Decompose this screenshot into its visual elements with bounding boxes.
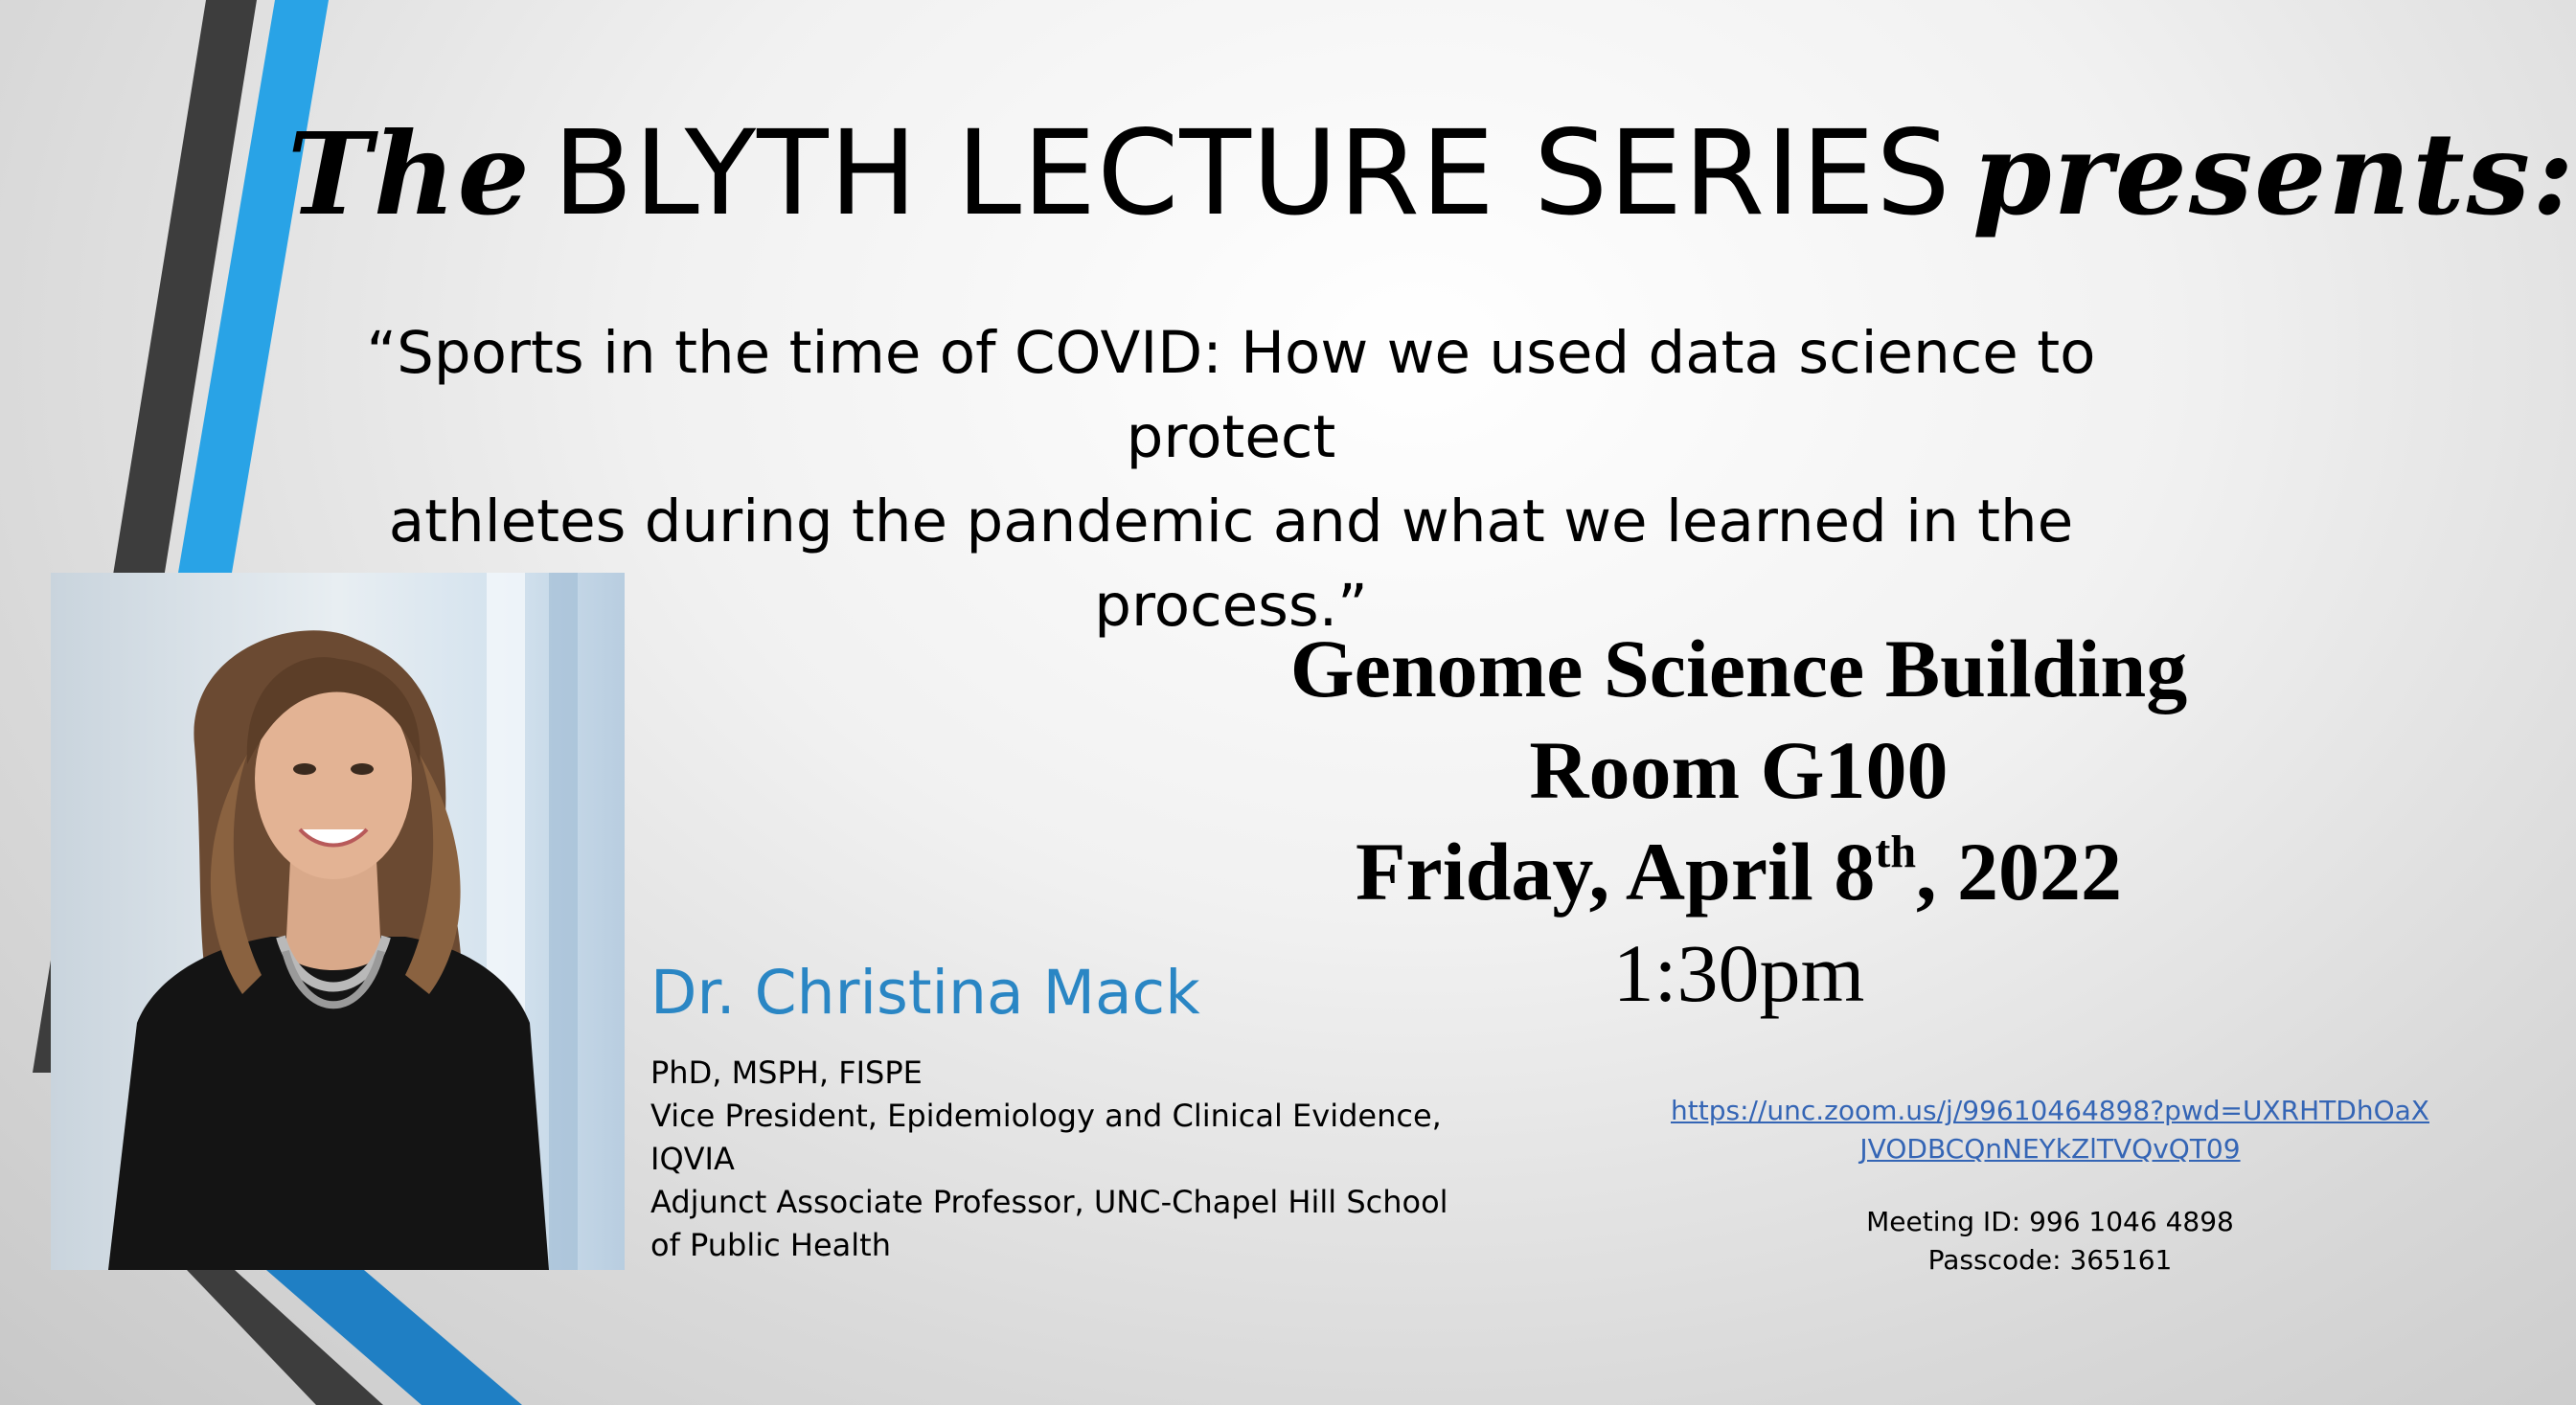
meeting-id: Meeting ID: 996 1046 4898 xyxy=(1866,1206,2234,1237)
title-prefix: The xyxy=(287,107,532,240)
event-date-year: , 2022 xyxy=(1916,826,2123,918)
speaker-credential-line: IQVIA xyxy=(650,1141,735,1177)
speaker-credential-line: of Public Health xyxy=(650,1227,891,1263)
event-date-ordinal: th xyxy=(1875,827,1917,877)
event-room: Room G100 xyxy=(1529,724,1949,816)
speaker-credential-line: Adjunct Associate Professor, UNC-Chapel Hill School xyxy=(650,1184,1448,1220)
event-details xyxy=(1178,618,2299,1024)
event-date-main: Friday, April 8 xyxy=(1355,826,1876,918)
talk-title-line: athletes during the pandemic and what we learned in the xyxy=(388,487,2074,555)
speaker-credentials xyxy=(650,1052,1448,1267)
series-title xyxy=(287,105,2576,278)
speaker-credential-line: PhD, MSPH, FISPE xyxy=(650,1054,923,1091)
event-building: Genome Science Building xyxy=(1289,623,2188,714)
talk-title-line: process.” xyxy=(1094,572,1368,640)
talk-title-line: “Sports in the time of COVID: How we used data science to protect xyxy=(366,319,2096,471)
zoom-info xyxy=(1648,1092,2452,1280)
speaker-name: Dr. Christina Mack xyxy=(650,958,1200,1028)
speaker-credential-line: Vice President, Epidemiology and Clinical Evidence, xyxy=(650,1098,1442,1134)
event-date xyxy=(1178,821,2299,922)
speaker-portrait-icon xyxy=(51,573,625,1270)
zoom-link[interactable] xyxy=(1648,1092,2452,1168)
title-suffix: presents: xyxy=(1972,107,2576,240)
meeting-passcode: Passcode: 365161 xyxy=(1927,1244,2173,1276)
event-time: 1:30pm xyxy=(1612,927,1865,1019)
zoom-link-line: https://unc.zoom.us/j/99610464898?pwd=UXRHTDhOaX xyxy=(1671,1095,2429,1126)
title-main: BLYTH LECTURE SERIES xyxy=(553,105,1951,241)
zoom-link-line: JVODBCQnNEYkZlTVQvQT09 xyxy=(1859,1133,2241,1165)
speaker-photo xyxy=(51,573,625,1270)
